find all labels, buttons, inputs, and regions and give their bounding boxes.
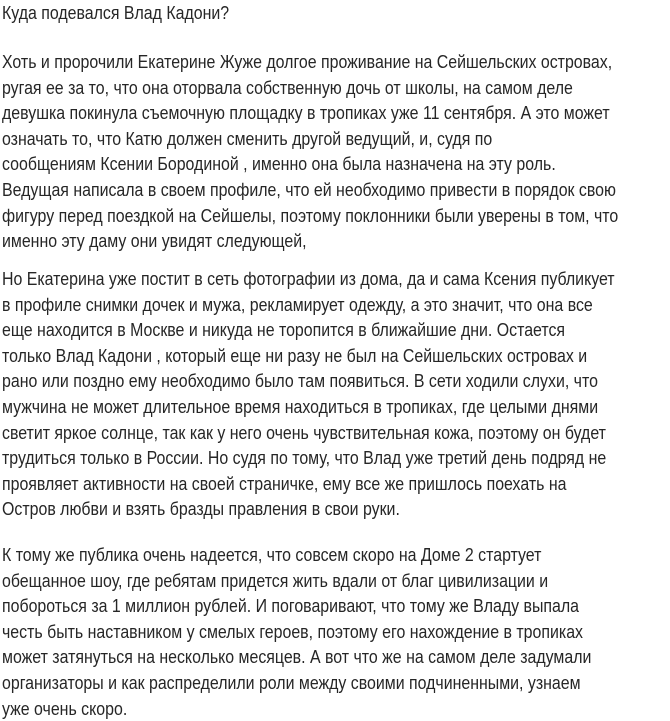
article-title: Куда подевался Влад Кадони? (2, 2, 230, 23)
text-line: Но Екатерина уже постит в сеть фотографии из дома, да и сама Ксения публикует (2, 268, 615, 289)
text-line: мужчина не может длительное время находиться в тропиках, где целыми днями (2, 395, 599, 417)
text-line: означать то, что Катю должен сменить другой ведущий, и, судя по (2, 127, 493, 149)
text-line: светит яркое солнце, так как у него очень чувствительная кожа, поэтому он будет (2, 421, 606, 443)
text-line: именно эту даму они увидят следующей, (2, 230, 307, 252)
text-line: проявляет активности на своей страничке, ему все же пришлось поехать на (2, 472, 567, 494)
text-line: еще находится в Москве и никуда не торопится в ближайшие дни. Остается (2, 319, 566, 341)
paragraph-1 (2, 49, 670, 254)
text-line: побороться за 1 миллион рублей. И поговаривают, что тому же Владу выпала (2, 595, 580, 617)
paragraph-3 (2, 542, 670, 721)
text-line: трудиться только в России. Но судя по тому, что Влад уже третий день подряд не (2, 447, 607, 469)
text-line: может затянуться на несколько месяцев. А вот что же на самом деле задумали (2, 646, 592, 668)
text-line: сообщениям Ксении Бородиной , именно она была назначена на эту роль. (2, 153, 556, 175)
text-line: девушка покинула съемочную площадку в тропиках уже 11 сентября. А это может (2, 102, 610, 124)
text-line: Остров любви и взять бразды правления в свои руки. (2, 498, 400, 520)
text-line: К тому же публика очень надеется, что совсем скоро на Доме 2 стартует (2, 544, 542, 565)
article-title-block (2, 0, 670, 26)
text-line: в профиле снимки дочек и мужа, рекламирует одежду, а это значит, что она все (2, 293, 593, 315)
paragraph-2 (2, 266, 670, 522)
text-line: организаторы и как распределили роли между своими подчиненными, узнаем (2, 671, 581, 693)
text-line: честь быть наставником у смелых героев, поэтому его нахождение в тропиках (2, 620, 583, 642)
text-line: уже очень скоро. (2, 697, 128, 719)
text-line: только Влад Кадони , который еще ни разу не был на Сейшельских островах и (2, 344, 588, 366)
text-line: обещанное шоу, где ребятам придется жить вдали от благ цивилизации и (2, 569, 549, 591)
text-line: ругая ее за то, что она оторвала собственную дочь от школы, на самом деле (2, 76, 573, 98)
text-line: Ведущая написала в своем профиле, что ей необходимо привести в порядок свою (2, 178, 616, 200)
text-line: рано или поздно ему необходимо было там появиться. В сети ходили слухи, что (2, 370, 598, 392)
text-line: Хоть и пророчили Екатерине Жуже долгое проживание на Сейшельских островах, (2, 51, 613, 72)
text-line: фигуру перед поездкой на Сейшелы, поэтому поклонники были уверены в том, что (2, 204, 619, 226)
